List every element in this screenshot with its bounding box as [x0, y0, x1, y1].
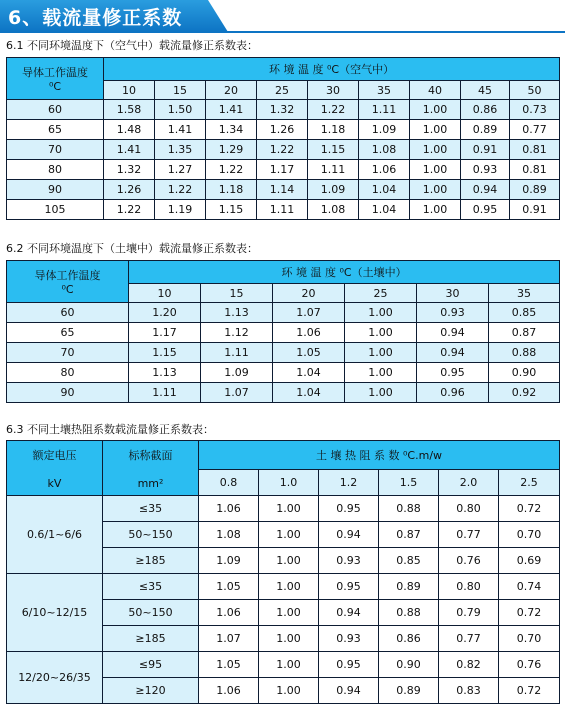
- value-cell: 1.00: [410, 120, 461, 140]
- value-cell: 1.12: [201, 323, 273, 343]
- value-cell: 0.95: [319, 496, 379, 522]
- value-cell: 0.81: [510, 160, 560, 180]
- section-header-unit: mm²: [137, 476, 164, 490]
- value-cell: 0.87: [379, 522, 439, 548]
- value-cell: 0.88: [379, 600, 439, 626]
- row-label: 70: [7, 140, 104, 160]
- value-cell: 1.06: [273, 323, 345, 343]
- value-cell: 1.00: [345, 343, 417, 363]
- value-cell: 0.93: [319, 548, 379, 574]
- value-cell: 1.00: [345, 303, 417, 323]
- section-cell: ≤35: [103, 574, 199, 600]
- value-cell: 1.00: [410, 160, 461, 180]
- value-cell: 1.00: [410, 140, 461, 160]
- table-soil-thermal-resistance: [6, 440, 560, 704]
- value-cell: 0.89: [461, 120, 510, 140]
- value-cell: 1.50: [155, 100, 206, 120]
- value-cell: 0.94: [461, 180, 510, 200]
- table-row: [7, 652, 560, 678]
- value-cell: 0.79: [439, 600, 499, 626]
- row-label: 90: [7, 180, 104, 200]
- value-cell: 0.93: [417, 303, 489, 323]
- value-cell: 0.93: [319, 626, 379, 652]
- value-cell: 1.26: [104, 180, 155, 200]
- row-label: 60: [7, 100, 104, 120]
- value-cell: 1.22: [206, 160, 257, 180]
- value-cell: 0.81: [510, 140, 560, 160]
- value-cell: 0.91: [510, 200, 560, 220]
- table-row: [7, 383, 560, 403]
- value-cell: 1.15: [129, 343, 201, 363]
- column-header: 1.5: [379, 470, 439, 496]
- row-header-cell-line: 导体工作温度: [34, 269, 101, 282]
- value-cell: 1.00: [410, 200, 461, 220]
- column-header: 30: [417, 284, 489, 303]
- column-header: 15: [155, 81, 206, 100]
- voltage-cell: 6/10~12/15: [7, 574, 103, 652]
- column-header: 35: [489, 284, 560, 303]
- value-cell: 1.22: [155, 180, 206, 200]
- value-cell: 0.85: [489, 303, 560, 323]
- value-cell: 0.76: [499, 652, 560, 678]
- value-cell: 0.86: [461, 100, 510, 120]
- column-header: 50: [510, 81, 560, 100]
- value-cell: 1.00: [259, 626, 319, 652]
- value-cell: 0.86: [379, 626, 439, 652]
- table-row: [7, 323, 560, 343]
- section-cell: ≥120: [103, 678, 199, 704]
- value-cell: 1.00: [259, 496, 319, 522]
- section-header: [0, 0, 565, 34]
- row-label: 65: [7, 120, 104, 140]
- table-row: [7, 363, 560, 383]
- value-cell: 1.04: [273, 363, 345, 383]
- value-cell: 0.90: [489, 363, 560, 383]
- row-label: 80: [7, 160, 104, 180]
- value-cell: 1.41: [104, 140, 155, 160]
- value-cell: 1.11: [201, 343, 273, 363]
- voltage-cell: 0.6/1~6/6: [7, 496, 103, 574]
- value-cell: 1.15: [206, 200, 257, 220]
- value-cell: 1.00: [345, 363, 417, 383]
- value-cell: 0.85: [379, 548, 439, 574]
- row-header-cell-line: ⁰C: [61, 283, 74, 296]
- value-cell: 1.32: [257, 100, 308, 120]
- table-header-row: [7, 441, 560, 470]
- table-row: [7, 200, 560, 220]
- value-cell: 1.05: [273, 343, 345, 363]
- row-label: 80: [7, 363, 129, 383]
- section-cell: 50~150: [103, 600, 199, 626]
- value-cell: 1.18: [308, 120, 359, 140]
- group-header-cell: 环 境 温 度 ⁰C（土壤中）: [129, 261, 560, 284]
- value-cell: 0.94: [319, 522, 379, 548]
- voltage-header-unit: kV: [47, 476, 62, 490]
- value-cell: 0.95: [461, 200, 510, 220]
- value-cell: 1.11: [129, 383, 201, 403]
- caption-6-1: 6.1 不同环境温度下（空气中）载流量修正系数表：: [6, 39, 258, 52]
- value-cell: 1.11: [308, 160, 359, 180]
- value-cell: 0.94: [417, 323, 489, 343]
- row-label: 105: [7, 200, 104, 220]
- value-cell: 1.07: [199, 626, 259, 652]
- value-cell: 1.27: [155, 160, 206, 180]
- column-header: 1.2: [319, 470, 379, 496]
- table-row: [7, 100, 560, 120]
- value-cell: 1.32: [104, 160, 155, 180]
- value-cell: 0.77: [510, 120, 560, 140]
- value-cell: 0.94: [319, 600, 379, 626]
- value-cell: 1.00: [410, 180, 461, 200]
- value-cell: 1.00: [410, 100, 461, 120]
- value-cell: 1.06: [199, 600, 259, 626]
- value-cell: 1.22: [104, 200, 155, 220]
- voltage-header-label: 额定电压: [32, 448, 77, 462]
- value-cell: 1.08: [359, 140, 410, 160]
- value-cell: 1.34: [206, 120, 257, 140]
- value-cell: 1.04: [273, 383, 345, 403]
- group-header-cell: 环 境 温 度 ⁰C（空气中）: [104, 58, 560, 81]
- column-header: 15: [201, 284, 273, 303]
- table-row: [7, 343, 560, 363]
- value-cell: 1.04: [359, 200, 410, 220]
- column-header: 45: [461, 81, 510, 100]
- value-cell: 1.18: [206, 180, 257, 200]
- section-cell: ≤95: [103, 652, 199, 678]
- column-header: 2.5: [499, 470, 560, 496]
- column-header: 10: [104, 81, 155, 100]
- column-header: 35: [359, 81, 410, 100]
- value-cell: 0.96: [417, 383, 489, 403]
- value-cell: 0.72: [499, 600, 560, 626]
- value-cell: 1.09: [308, 180, 359, 200]
- caption-6-2: 6.2 不同环境温度下（土壤中）载流量修正系数表：: [6, 242, 258, 255]
- column-header: 2.0: [439, 470, 499, 496]
- value-cell: 0.87: [489, 323, 560, 343]
- value-cell: 1.06: [359, 160, 410, 180]
- column-header: 30: [308, 81, 359, 100]
- table-soil-temperature: [6, 260, 560, 403]
- value-cell: 1.17: [129, 323, 201, 343]
- value-cell: 0.77: [439, 522, 499, 548]
- value-cell: 1.05: [199, 652, 259, 678]
- section-cell: ≥185: [103, 548, 199, 574]
- value-cell: 1.26: [257, 120, 308, 140]
- section-header-cell: [103, 441, 199, 496]
- row-label: 90: [7, 383, 129, 403]
- value-cell: 0.76: [439, 548, 499, 574]
- value-cell: 1.41: [206, 100, 257, 120]
- value-cell: 1.29: [206, 140, 257, 160]
- row-header-cell-line: ⁰C: [48, 80, 62, 93]
- row-label: 70: [7, 343, 129, 363]
- table-header-row: [7, 261, 560, 284]
- row-header-cell: [7, 58, 104, 100]
- value-cell: 0.95: [319, 652, 379, 678]
- value-cell: 1.14: [257, 180, 308, 200]
- value-cell: 1.22: [308, 100, 359, 120]
- column-header: 10: [129, 284, 201, 303]
- value-cell: 0.70: [499, 626, 560, 652]
- table-row: [7, 180, 560, 200]
- table-row: [7, 496, 560, 522]
- value-cell: 1.17: [257, 160, 308, 180]
- value-cell: 0.91: [461, 140, 510, 160]
- value-cell: 1.09: [201, 363, 273, 383]
- value-cell: 0.80: [439, 496, 499, 522]
- table-row: [7, 303, 560, 323]
- group-header-cell: 土 壤 热 阻 系 数 ⁰C.m/w: [199, 441, 560, 470]
- value-cell: 1.06: [199, 678, 259, 704]
- value-cell: 1.00: [259, 652, 319, 678]
- page-title: 6、载流量修正系数: [8, 7, 183, 29]
- value-cell: 1.11: [257, 200, 308, 220]
- value-cell: 0.83: [439, 678, 499, 704]
- value-cell: 0.72: [499, 496, 560, 522]
- value-cell: 0.93: [461, 160, 510, 180]
- section-cell: ≥185: [103, 626, 199, 652]
- value-cell: 1.09: [359, 120, 410, 140]
- value-cell: 1.00: [259, 600, 319, 626]
- value-cell: 0.73: [510, 100, 560, 120]
- value-cell: 1.20: [129, 303, 201, 323]
- value-cell: 1.00: [259, 548, 319, 574]
- value-cell: 0.95: [417, 363, 489, 383]
- column-header: 25: [345, 284, 417, 303]
- value-cell: 0.74: [499, 574, 560, 600]
- value-cell: 0.70: [499, 522, 560, 548]
- value-cell: 0.80: [439, 574, 499, 600]
- voltage-cell: 12/20~26/35: [7, 652, 103, 704]
- value-cell: 1.05: [199, 574, 259, 600]
- row-header-cell-line: 导体工作温度: [22, 66, 88, 79]
- value-cell: 1.41: [155, 120, 206, 140]
- value-cell: 1.06: [199, 496, 259, 522]
- value-cell: 0.88: [489, 343, 560, 363]
- value-cell: 1.15: [308, 140, 359, 160]
- section-cell: 50~150: [103, 522, 199, 548]
- table-row: [7, 120, 560, 140]
- value-cell: 1.13: [129, 363, 201, 383]
- column-header: 25: [257, 81, 308, 100]
- value-cell: 0.95: [319, 574, 379, 600]
- value-cell: 1.11: [359, 100, 410, 120]
- section-cell: ≤35: [103, 496, 199, 522]
- table-header-row: [7, 58, 560, 81]
- column-header: 20: [273, 284, 345, 303]
- value-cell: 1.35: [155, 140, 206, 160]
- value-cell: 1.09: [199, 548, 259, 574]
- table-row: [7, 574, 560, 600]
- value-cell: 0.89: [379, 678, 439, 704]
- value-cell: 1.07: [273, 303, 345, 323]
- value-cell: 1.58: [104, 100, 155, 120]
- value-cell: 0.94: [319, 678, 379, 704]
- table-row: [7, 160, 560, 180]
- value-cell: 0.88: [379, 496, 439, 522]
- column-header: 0.8: [199, 470, 259, 496]
- value-cell: 0.92: [489, 383, 560, 403]
- value-cell: 1.08: [308, 200, 359, 220]
- value-cell: 0.94: [417, 343, 489, 363]
- value-cell: 0.89: [510, 180, 560, 200]
- value-cell: 0.82: [439, 652, 499, 678]
- row-label: 65: [7, 323, 129, 343]
- value-cell: 1.00: [259, 574, 319, 600]
- value-cell: 1.00: [259, 522, 319, 548]
- column-header: 40: [410, 81, 461, 100]
- value-cell: 0.77: [439, 626, 499, 652]
- row-label: 60: [7, 303, 129, 323]
- caption-6-3: 6.3 不同土壤热阻系数载流量修正系数表：: [6, 423, 214, 436]
- table-air-temperature: [6, 57, 560, 220]
- value-cell: 1.48: [104, 120, 155, 140]
- column-header: 1.0: [259, 470, 319, 496]
- value-cell: 1.08: [199, 522, 259, 548]
- value-cell: 1.19: [155, 200, 206, 220]
- value-cell: 1.07: [201, 383, 273, 403]
- value-cell: 1.00: [345, 383, 417, 403]
- column-header: 20: [206, 81, 257, 100]
- value-cell: 0.89: [379, 574, 439, 600]
- value-cell: 0.69: [499, 548, 560, 574]
- row-header-cell: [7, 261, 129, 303]
- value-cell: 1.04: [359, 180, 410, 200]
- section-header-label: 标称截面: [128, 448, 173, 462]
- value-cell: 0.90: [379, 652, 439, 678]
- value-cell: 1.22: [257, 140, 308, 160]
- value-cell: 1.00: [345, 323, 417, 343]
- header-underline: [0, 31, 565, 33]
- voltage-header-cell: [7, 441, 103, 496]
- value-cell: 1.13: [201, 303, 273, 323]
- value-cell: 0.72: [499, 678, 560, 704]
- value-cell: 1.00: [259, 678, 319, 704]
- table-row: [7, 140, 560, 160]
